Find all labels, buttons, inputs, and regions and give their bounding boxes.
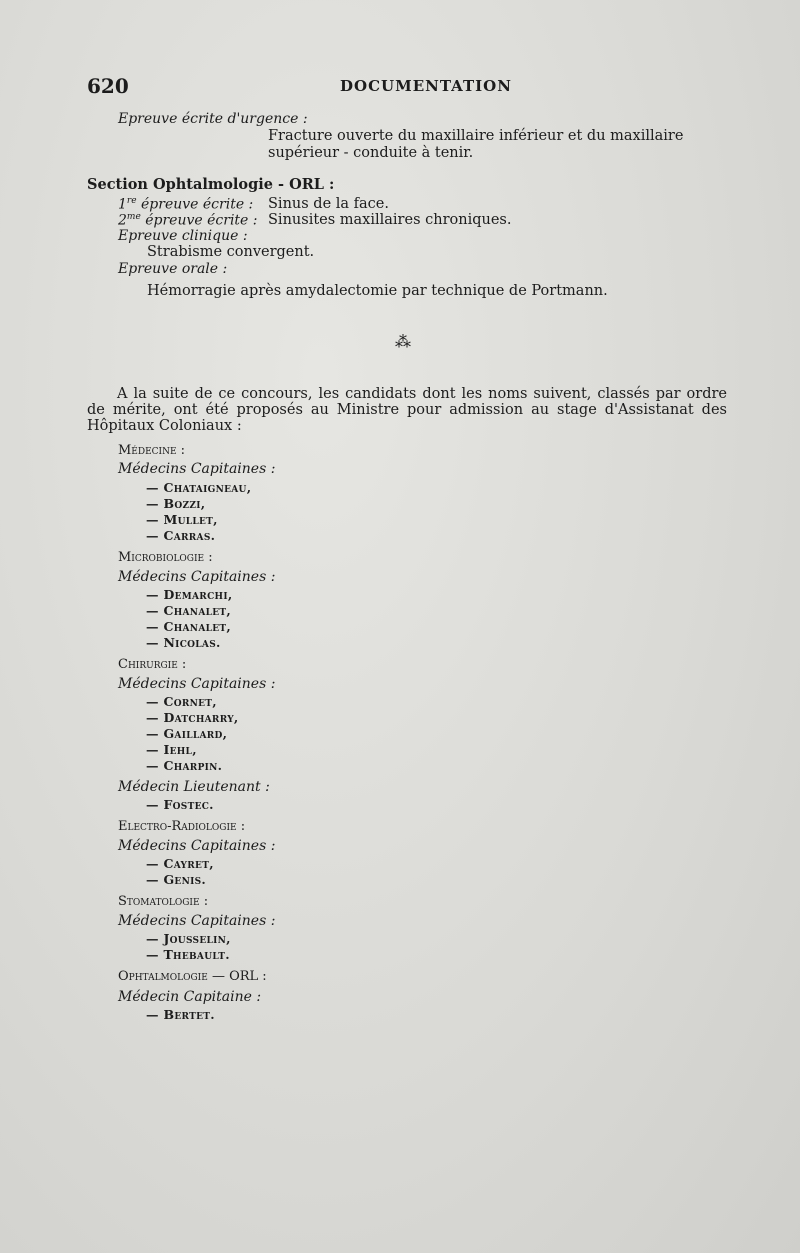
rank-stomatologie: Médecins Capitaines : [118,913,276,929]
group-title-medecine: Médecine : [118,443,186,458]
group-title-stomatologie: Stomatologie : [118,894,209,909]
rank-microbiologie: Médecins Capitaines : [118,569,276,585]
group-title-electro-radiologie: Electro-Radiologie : [118,819,246,834]
group-title-microbiologie: Microbiologie : [118,550,213,565]
section-title: Section Ophtalmologie - ORL : [87,176,335,193]
page-number: 620 [87,74,129,98]
rank-chirurgie: Médecins Capitaines : [118,676,276,692]
rank-chirurgie-lieutenant: Médecin Lieutenant : [118,779,270,795]
candidate-name: — Charpin. [146,758,223,773]
candidate-name: — Datcharry, [146,710,239,725]
group-title-ophtalmologie-orl: Ophtalmologie — ORL : [118,969,267,984]
candidate-name: — Cornet, [146,694,217,709]
rank-ophtalmologie-orl: Médecin Capitaine : [118,989,262,1005]
urgence-label: Epreuve écrite d'urgence : [118,111,308,127]
candidate-name: — Gaillard, [146,726,228,741]
separator-asterism: ⁂ [395,332,411,351]
rank-medecine: Médecins Capitaines : [118,461,276,477]
candidate-name: — Demarchi, [146,587,233,602]
group-title-chirurgie: Chirurgie : [118,657,187,672]
epreuve-2-label: $2^{me}$ épreuve écrite : [118,212,258,229]
candidate-name: — Genis. [146,872,207,887]
candidate-name: — Bertet. [146,1007,215,1022]
intro-paragraph: A la suite de ce concours, les candidats dont les noms suivent, classés par ordre de mérite, ont été proposés au Ministre pour admission au stage d'Assistanat des Hôpitaux Coloniaux : [87,386,727,434]
candidate-name: — Bozzi, [146,496,206,511]
rank-electro-radiologie: Médecins Capitaines : [118,838,276,854]
candidate-name: — Iehl, [146,742,197,757]
orale-label: Epreuve orale : [118,261,228,277]
running-head: DOCUMENTATION [340,77,512,95]
epreuve-1-text: Sinus de la face. [268,196,389,212]
urgence-line-1: Fracture ouverte du maxillaire inférieur et du maxillaire [268,128,684,144]
orale-text: Hémorragie après amydalectomie par technique de Portmann. [147,283,608,299]
candidate-name: — Mullet, [146,512,218,527]
urgence-line-2: supérieur - conduite à tenir. [268,145,474,161]
clinique-text: Strabisme convergent. [147,244,315,260]
candidate-name: — Nicolas. [146,635,221,650]
candidate-name: — Carras. [146,528,216,543]
clinique-label: Epreuve clinique : [118,228,248,244]
candidate-name: — Chanalet, [146,619,232,634]
epreuve-2-text: Sinusites maxillaires chroniques. [268,212,512,228]
candidate-name: — Jousselin, [146,931,231,946]
candidate-name: — Chataigneau, [146,480,252,495]
candidate-name: — Cayret, [146,856,214,871]
epreuve-1-label: 1re épreuve écrite : [118,196,254,213]
candidate-name: — Thebault. [146,947,230,962]
candidate-name: — Fostec. [146,797,214,812]
candidate-name: — Chanalet, [146,603,232,618]
